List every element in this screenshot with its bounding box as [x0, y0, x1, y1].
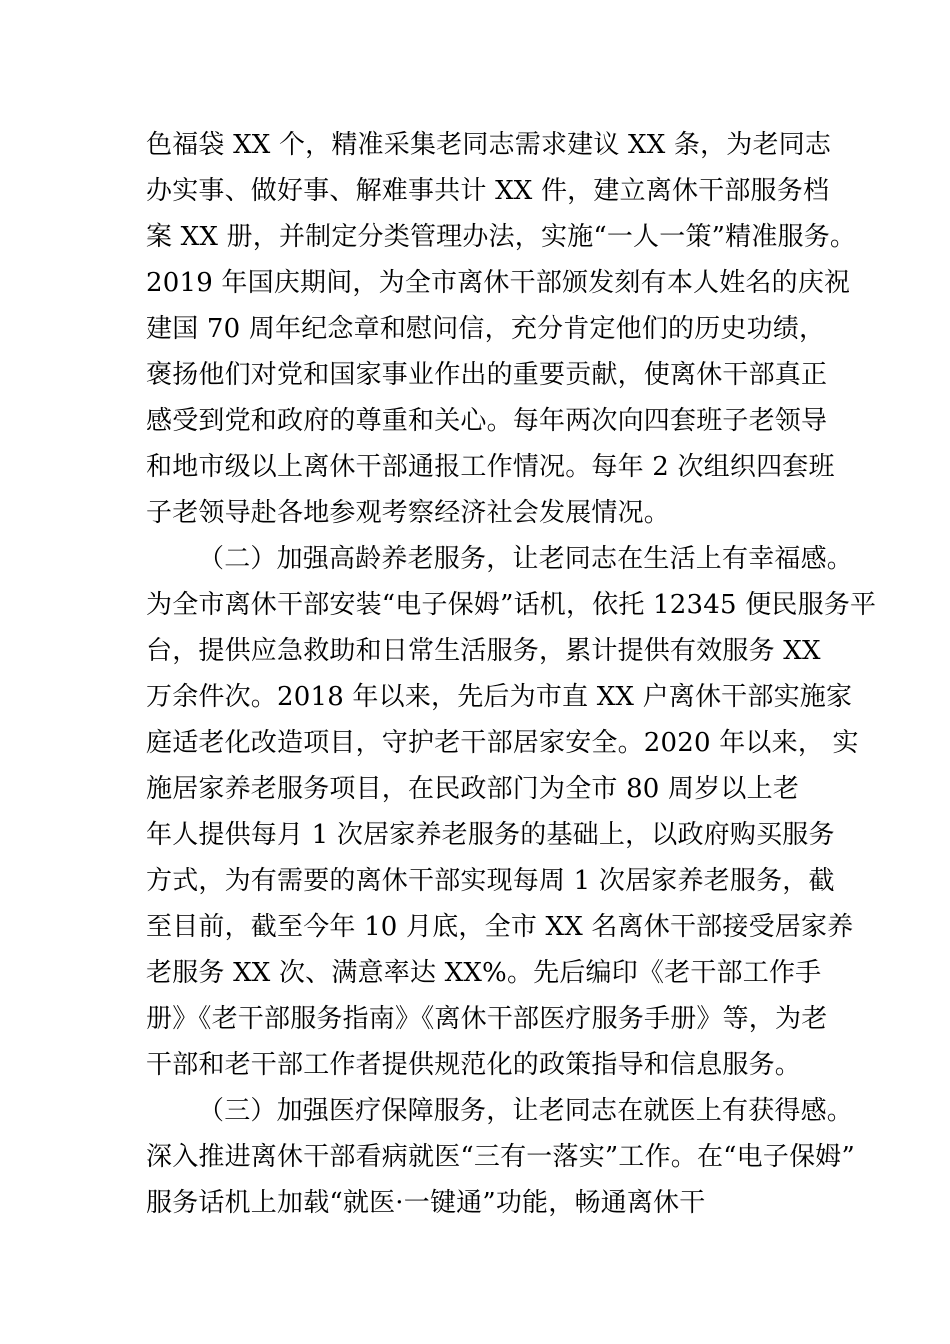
text-line: 褒扬他们对党和国家事业作出的重要贡献，使离休干部真正 — [146, 360, 828, 390]
section-heading-3: （三）加强医疗保障服务，让老同志在就医上有获得感。 — [198, 1096, 854, 1126]
text-line: 深入推进离休干部看病就医“三有一落实”工作。在“电子保姆” — [146, 1142, 855, 1172]
text-line: 至目前，截至今年 10 月底，全市 XX 名离休干部接受居家养 — [146, 912, 854, 942]
text-line: 案 XX 册，并制定分类管理办法，实施“一人一策”精准服务。 — [146, 222, 857, 252]
text-line: 万余件次。2018 年以来，先后为市直 XX 户离休干部实施家 — [146, 682, 853, 712]
text-line: 老服务 XX 次、满意率达 XX%。先后编印《老干部工作手 — [146, 958, 822, 988]
text-line: 子老领导赴各地参观考察经济社会发展情况。 — [146, 498, 671, 528]
text-line: 色福袋 XX 个，精准采集老同志需求建议 XX 条，为老同志 — [146, 130, 832, 160]
text-line: 服务话机上加载“就医·一键通”功能，畅通离休干 — [146, 1188, 706, 1218]
text-line: 为全市离休干部安装“电子保姆”话机，依托 12345 便民服务平 — [146, 590, 877, 620]
text-line: 感受到党和政府的尊重和关心。每年两次向四套班子老领导 — [146, 406, 828, 436]
text-line: 办实事、做好事、解难事共计 XX 件，建立离休干部服务档 — [146, 176, 830, 206]
text-line: 台，提供应急救助和日常生活服务，累计提供有效服务 XX — [146, 636, 821, 666]
section-heading-2: （二）加强高龄养老服务，让老同志在生活上有幸福感。 — [198, 544, 854, 574]
text-line: 施居家养老服务项目，在民政部门为全市 80 周岁以上老 — [146, 774, 800, 804]
text-line: 年人提供每月 1 次居家养老服务的基础上，以政府购买服务 — [146, 820, 835, 850]
text-line: 建国 70 周年纪念章和慰问信，充分肯定他们的历史功绩， — [146, 314, 826, 344]
text-line: 和地市级以上离休干部通报工作情况。每年 2 次组织四套班 — [146, 452, 835, 482]
text-line: 方式，为有需要的离休干部实现每周 1 次居家养老服务，截 — [146, 866, 835, 896]
text-line: 干部和老干部工作者提供规范化的政策指导和信息服务。 — [146, 1050, 802, 1080]
text-line: 册》《老干部服务指南》《离休干部医疗服务手册》等，为老 — [146, 1004, 828, 1034]
text-line: 2019 年国庆期间，为全市离休干部颁发刻有本人姓名的庆祝 — [146, 268, 851, 298]
text-line: 庭适老化改造项目，守护老干部居家安全。2020 年以来， 实 — [146, 728, 859, 758]
